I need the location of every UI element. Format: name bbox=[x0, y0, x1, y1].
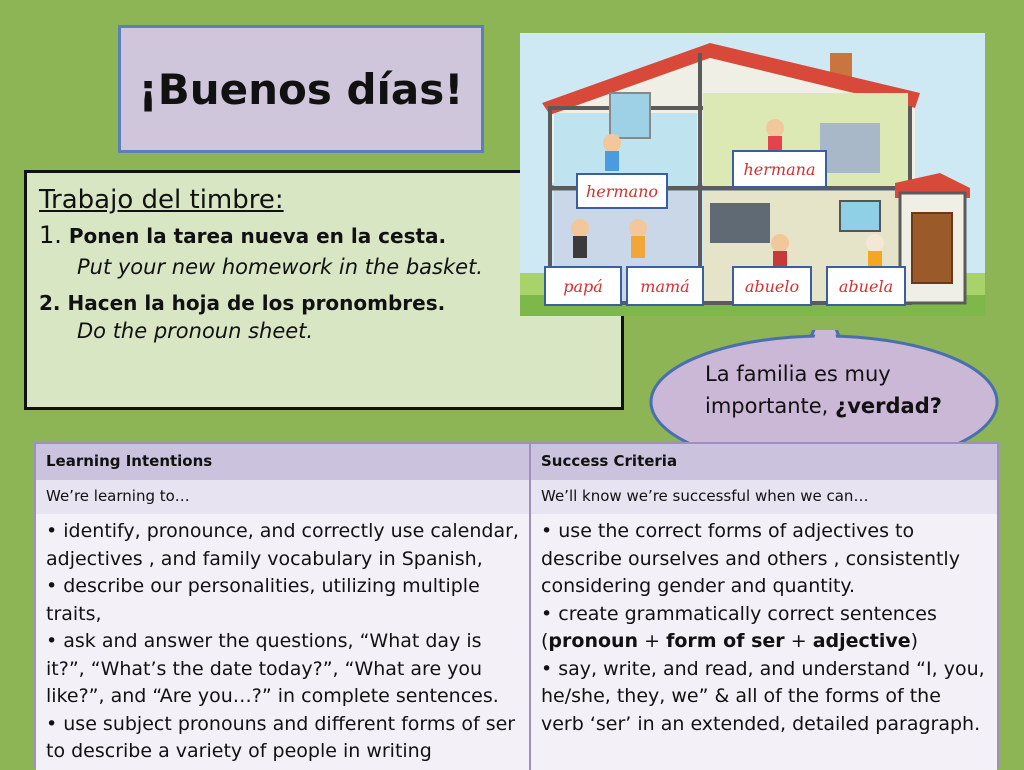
criteria-item bbox=[541, 601, 987, 656]
bell-work-heading: Trabajo del timbre: bbox=[39, 185, 284, 215]
task-item-2-english: Do the pronoun sheet. bbox=[77, 319, 314, 343]
label-papa: papá bbox=[544, 266, 622, 306]
criteria-item: • use the correct forms of adjectives to describe ourselves and others , consistently considering gender and quantity. bbox=[541, 520, 960, 597]
bubble-line-2 bbox=[705, 390, 975, 422]
bubble-verdad: ¿verdad? bbox=[835, 394, 942, 418]
label-abuela: abuela bbox=[826, 266, 906, 306]
header-success-criteria: Success Criteria bbox=[541, 452, 678, 470]
criteria-plus-1: + bbox=[638, 630, 667, 652]
task-item-1-number: 1. bbox=[39, 221, 62, 249]
criteria-adjective: adjective bbox=[812, 630, 911, 652]
label-hermana: hermana bbox=[732, 150, 827, 188]
subheader-success: We’ll know we’re successful when we can… bbox=[541, 487, 869, 505]
task-item-1-english: Put your new homework in the basket. bbox=[77, 255, 483, 279]
intention-item: • use subject pronouns and different forms of ser to describe a variety of people in writing bbox=[46, 712, 516, 762]
table-content-row bbox=[36, 514, 997, 770]
table-header-row bbox=[36, 444, 997, 482]
label-hermano: hermano bbox=[576, 173, 668, 209]
task-item-1-spanish: Ponen la tarea nueva en la cesta. bbox=[68, 224, 447, 248]
intention-item: • ask and answer the questions, “What day is it?”, “What’s the date today?”, “What are you like?”, and “Are you…?” in complete sentences. bbox=[46, 630, 499, 707]
page-title: ¡Buenos días! bbox=[138, 64, 464, 114]
bubble-line-1: La familia es muy bbox=[705, 362, 891, 386]
bubble-line-2a: importante, bbox=[705, 394, 829, 418]
task-item-2-spanish: 2. Hacen la hoja de los pronombres. bbox=[39, 291, 446, 315]
family-house-illustration bbox=[520, 33, 985, 316]
header-learning-intentions: Learning Intentions bbox=[36, 444, 531, 480]
criteria-plus-2: + bbox=[784, 630, 813, 652]
label-abuelo: abuelo bbox=[732, 266, 812, 306]
learning-intentions-list bbox=[36, 514, 531, 770]
intention-item: • identify, pronounce, and correctly use calendar, adjectives , and family vocabulary in Spanish, bbox=[46, 520, 519, 570]
criteria-form-of-ser: form of ser bbox=[666, 630, 785, 652]
learning-table bbox=[34, 442, 999, 768]
success-criteria-list bbox=[531, 514, 997, 770]
label-mama: mamá bbox=[626, 266, 704, 306]
criteria-item-2-suffix: ) bbox=[910, 630, 919, 652]
table-subheader-row bbox=[36, 480, 997, 516]
intention-item: • describe our personalities, utilizing multiple traits, bbox=[46, 575, 480, 625]
criteria-item: • say, write, and read, and understand “I, you, he/she, they, we” & all of the forms of the verb ‘ser’ in an extended, detailed paragraph. bbox=[541, 657, 985, 735]
title-box bbox=[118, 25, 484, 153]
subheader-learning: We’re learning to… bbox=[36, 480, 531, 514]
criteria-item-2-prefix: • create grammatically correct sentences ( bbox=[541, 602, 937, 652]
speech-bubble-text bbox=[705, 358, 975, 422]
criteria-pronoun: pronoun bbox=[548, 630, 639, 652]
